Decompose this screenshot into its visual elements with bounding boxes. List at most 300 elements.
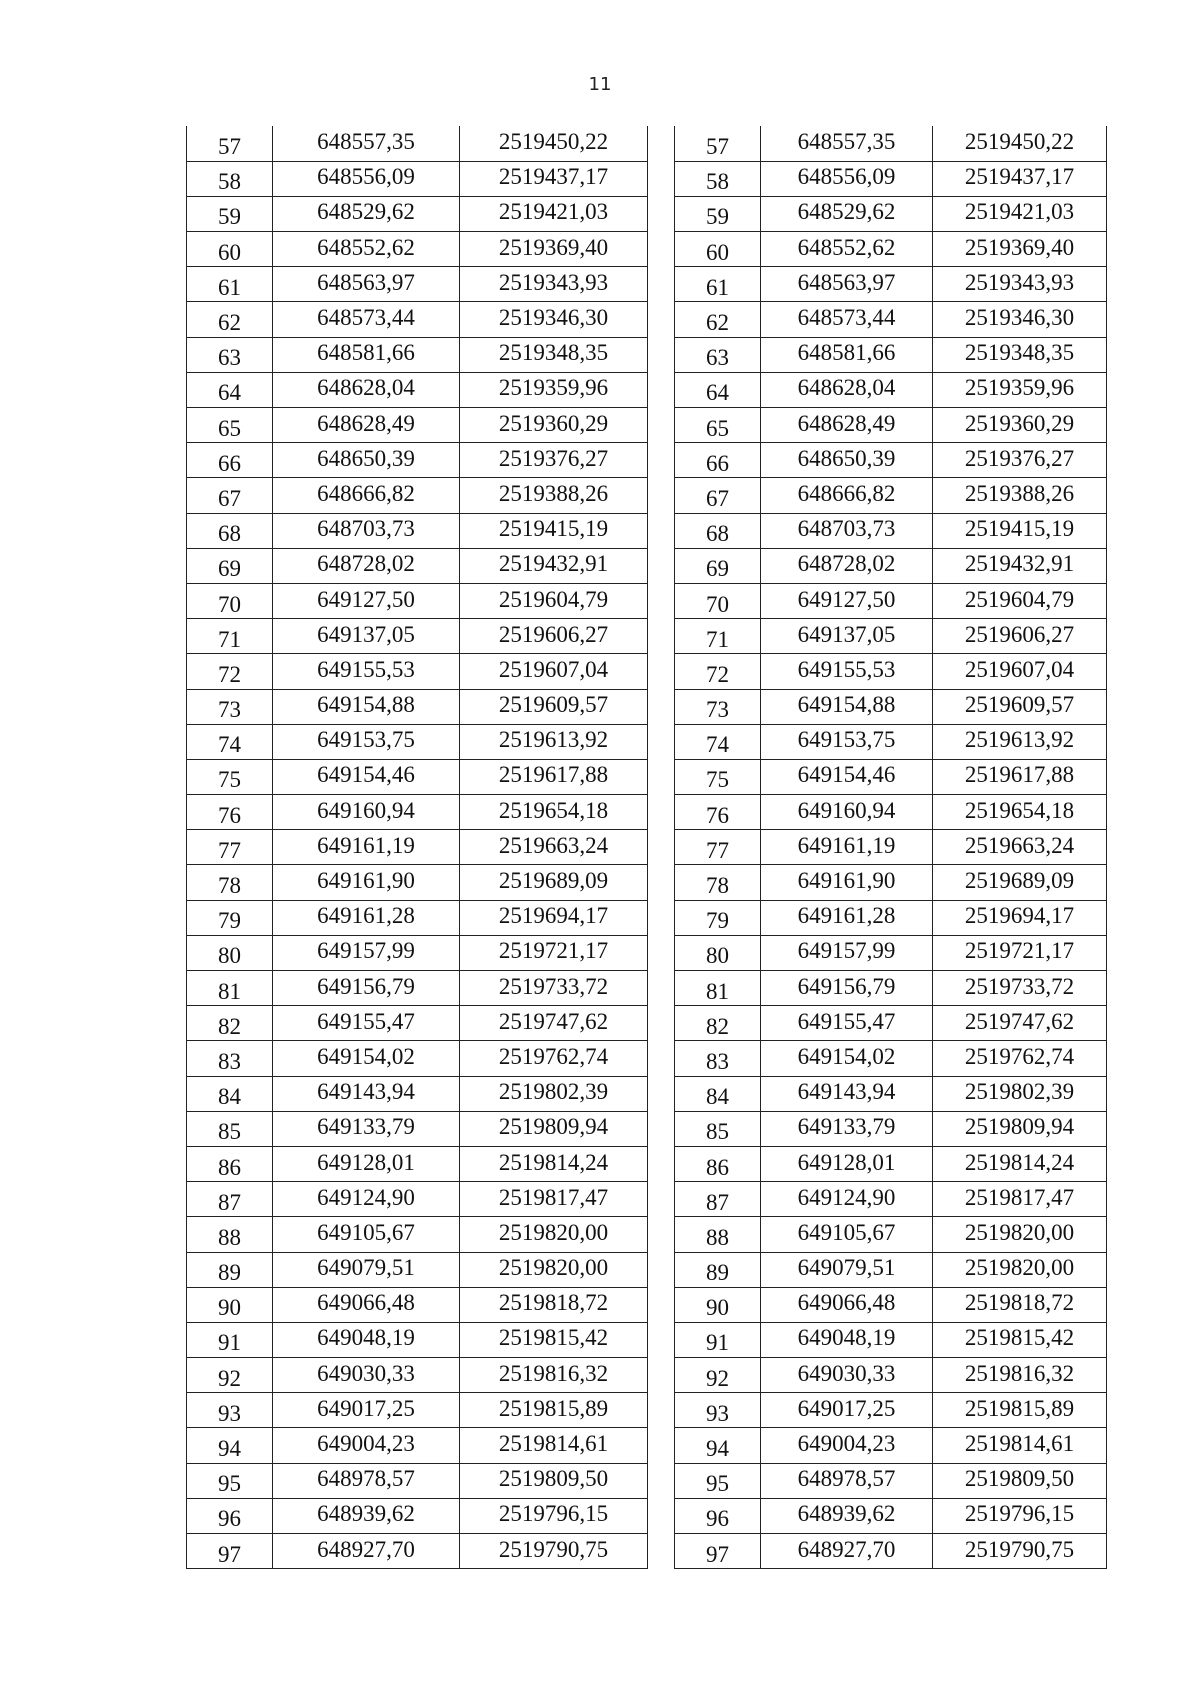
page-number: 11 (588, 74, 612, 95)
table-row (675, 161, 1107, 196)
y-coordinate-cell: 2519815,89 (933, 1393, 1107, 1428)
point-number-cell: 66 (675, 443, 761, 478)
table-row (187, 1534, 648, 1569)
x-coordinate-cell: 649154,02 (761, 1041, 933, 1076)
point-number-cell: 57 (187, 126, 273, 161)
y-coordinate-cell: 2519790,75 (460, 1534, 648, 1569)
y-coordinate-cell: 2519376,27 (460, 443, 648, 478)
point-number-cell: 85 (675, 1111, 761, 1146)
y-coordinate-cell: 2519437,17 (933, 161, 1107, 196)
x-coordinate-cell: 648529,62 (761, 196, 933, 231)
x-coordinate-cell: 648563,97 (761, 267, 933, 302)
y-coordinate-cell: 2519816,32 (460, 1358, 648, 1393)
x-coordinate-cell: 649161,19 (761, 830, 933, 865)
point-number-cell: 95 (187, 1463, 273, 1498)
x-coordinate-cell: 648628,49 (273, 408, 460, 443)
point-number-cell: 59 (187, 196, 273, 231)
point-number-cell: 97 (187, 1534, 273, 1569)
point-number-cell: 57 (675, 126, 761, 161)
table-row (187, 689, 648, 724)
table-row (675, 689, 1107, 724)
point-number-cell: 68 (675, 513, 761, 548)
point-number-cell: 65 (187, 408, 273, 443)
point-number-cell: 76 (187, 795, 273, 830)
table-row (675, 548, 1107, 583)
point-number-cell: 61 (187, 267, 273, 302)
y-coordinate-cell: 2519814,61 (460, 1428, 648, 1463)
table-row (187, 795, 648, 830)
y-coordinate-cell: 2519654,18 (460, 795, 648, 830)
y-coordinate-cell: 2519617,88 (933, 759, 1107, 794)
y-coordinate-cell: 2519814,24 (933, 1146, 1107, 1181)
x-coordinate-cell: 648628,49 (761, 408, 933, 443)
point-number-cell: 59 (675, 196, 761, 231)
coordinates-table-left (186, 126, 648, 1569)
table-row (675, 1534, 1107, 1569)
table-row (675, 900, 1107, 935)
point-number-cell: 58 (675, 161, 761, 196)
y-coordinate-cell: 2519815,89 (460, 1393, 648, 1428)
point-number-cell: 91 (187, 1322, 273, 1357)
x-coordinate-cell: 649155,47 (761, 1006, 933, 1041)
point-number-cell: 60 (187, 232, 273, 267)
x-coordinate-cell: 649004,23 (761, 1428, 933, 1463)
table-row (187, 1498, 648, 1533)
point-number-cell: 91 (675, 1322, 761, 1357)
x-coordinate-cell: 648703,73 (761, 513, 933, 548)
point-number-cell: 85 (187, 1111, 273, 1146)
x-coordinate-cell: 649133,79 (761, 1111, 933, 1146)
point-number-cell: 61 (675, 267, 761, 302)
table-row (187, 900, 648, 935)
point-number-cell: 89 (187, 1252, 273, 1287)
point-number-cell: 92 (675, 1358, 761, 1393)
table-row (187, 1146, 648, 1181)
x-coordinate-cell: 648573,44 (761, 302, 933, 337)
table-row (187, 1358, 648, 1393)
x-coordinate-cell: 649133,79 (273, 1111, 460, 1146)
point-number-cell: 82 (187, 1006, 273, 1041)
x-coordinate-cell: 648650,39 (273, 443, 460, 478)
y-coordinate-cell: 2519815,42 (933, 1322, 1107, 1357)
table-row (675, 654, 1107, 689)
point-number-cell: 81 (187, 971, 273, 1006)
table-row (187, 1393, 648, 1428)
y-coordinate-cell: 2519437,17 (460, 161, 648, 196)
x-coordinate-cell: 649048,19 (761, 1322, 933, 1357)
x-coordinate-cell: 649160,94 (273, 795, 460, 830)
table-row (675, 1393, 1107, 1428)
point-number-cell: 83 (187, 1041, 273, 1076)
y-coordinate-cell: 2519689,09 (933, 865, 1107, 900)
table-row (675, 1111, 1107, 1146)
x-coordinate-cell: 649155,47 (273, 1006, 460, 1041)
x-coordinate-cell: 648650,39 (761, 443, 933, 478)
table-row (675, 408, 1107, 443)
point-number-cell: 78 (187, 865, 273, 900)
y-coordinate-cell: 2519733,72 (460, 971, 648, 1006)
point-number-cell: 97 (675, 1534, 761, 1569)
table-row (675, 1498, 1107, 1533)
x-coordinate-cell: 648557,35 (273, 126, 460, 161)
table-row (675, 372, 1107, 407)
x-coordinate-cell: 649143,94 (761, 1076, 933, 1111)
x-coordinate-cell: 649156,79 (761, 971, 933, 1006)
y-coordinate-cell: 2519694,17 (460, 900, 648, 935)
table-row (675, 1217, 1107, 1252)
y-coordinate-cell: 2519762,74 (460, 1041, 648, 1076)
point-number-cell: 58 (187, 161, 273, 196)
point-number-cell: 76 (675, 795, 761, 830)
y-coordinate-cell: 2519360,29 (460, 408, 648, 443)
x-coordinate-cell: 649066,48 (273, 1287, 460, 1322)
point-number-cell: 81 (675, 971, 761, 1006)
x-coordinate-cell: 649153,75 (761, 724, 933, 759)
table-row (675, 971, 1107, 1006)
point-number-cell: 63 (675, 337, 761, 372)
x-coordinate-cell: 649079,51 (273, 1252, 460, 1287)
point-number-cell: 87 (187, 1182, 273, 1217)
x-coordinate-cell: 649157,99 (761, 935, 933, 970)
x-coordinate-cell: 649160,94 (761, 795, 933, 830)
point-number-cell: 95 (675, 1463, 761, 1498)
x-coordinate-cell: 649127,50 (273, 583, 460, 618)
table-row (675, 583, 1107, 618)
point-number-cell: 63 (187, 337, 273, 372)
table-row (187, 478, 648, 513)
x-coordinate-cell: 649143,94 (273, 1076, 460, 1111)
x-coordinate-cell: 649154,46 (273, 759, 460, 794)
x-coordinate-cell: 648556,09 (273, 161, 460, 196)
y-coordinate-cell: 2519820,00 (460, 1217, 648, 1252)
y-coordinate-cell: 2519663,24 (933, 830, 1107, 865)
y-coordinate-cell: 2519450,22 (933, 126, 1107, 161)
table-row (187, 548, 648, 583)
x-coordinate-cell: 648563,97 (273, 267, 460, 302)
table-row (187, 196, 648, 231)
point-number-cell: 71 (187, 619, 273, 654)
y-coordinate-cell: 2519343,93 (933, 267, 1107, 302)
x-coordinate-cell: 648666,82 (761, 478, 933, 513)
table-row (675, 1287, 1107, 1322)
point-number-cell: 72 (675, 654, 761, 689)
x-coordinate-cell: 649105,67 (273, 1217, 460, 1252)
table-row (675, 196, 1107, 231)
x-coordinate-cell: 649154,88 (761, 689, 933, 724)
y-coordinate-cell: 2519818,72 (933, 1287, 1107, 1322)
point-number-cell: 74 (675, 724, 761, 759)
y-coordinate-cell: 2519820,00 (933, 1217, 1107, 1252)
point-number-cell: 66 (187, 443, 273, 478)
point-number-cell: 71 (675, 619, 761, 654)
table-row (675, 337, 1107, 372)
point-number-cell: 69 (675, 548, 761, 583)
y-coordinate-cell: 2519369,40 (460, 232, 648, 267)
table-row (187, 513, 648, 548)
y-coordinate-cell: 2519816,32 (933, 1358, 1107, 1393)
x-coordinate-cell: 648552,62 (761, 232, 933, 267)
point-number-cell: 93 (187, 1393, 273, 1428)
point-number-cell: 64 (187, 372, 273, 407)
table-row (675, 1252, 1107, 1287)
table-row (187, 1463, 648, 1498)
point-number-cell: 84 (187, 1076, 273, 1111)
point-number-cell: 67 (675, 478, 761, 513)
x-coordinate-cell: 649154,02 (273, 1041, 460, 1076)
y-coordinate-cell: 2519388,26 (460, 478, 648, 513)
y-coordinate-cell: 2519348,35 (933, 337, 1107, 372)
point-number-cell: 62 (187, 302, 273, 337)
x-coordinate-cell: 649157,99 (273, 935, 460, 970)
point-number-cell: 88 (675, 1217, 761, 1252)
table-row (675, 126, 1107, 161)
point-number-cell: 62 (675, 302, 761, 337)
y-coordinate-cell: 2519607,04 (460, 654, 648, 689)
table-row (675, 759, 1107, 794)
point-number-cell: 78 (675, 865, 761, 900)
table-row (675, 443, 1107, 478)
y-coordinate-cell: 2519604,79 (933, 583, 1107, 618)
y-coordinate-cell: 2519415,19 (933, 513, 1107, 548)
point-number-cell: 67 (187, 478, 273, 513)
x-coordinate-cell: 649128,01 (761, 1146, 933, 1181)
point-number-cell: 79 (187, 900, 273, 935)
y-coordinate-cell: 2519814,61 (933, 1428, 1107, 1463)
point-number-cell: 75 (187, 759, 273, 794)
x-coordinate-cell: 649155,53 (761, 654, 933, 689)
y-coordinate-cell: 2519432,91 (933, 548, 1107, 583)
x-coordinate-cell: 648556,09 (761, 161, 933, 196)
table-row (187, 337, 648, 372)
x-coordinate-cell: 648666,82 (273, 478, 460, 513)
point-number-cell: 79 (675, 900, 761, 935)
x-coordinate-cell: 648628,04 (761, 372, 933, 407)
point-number-cell: 94 (187, 1428, 273, 1463)
table-row (187, 759, 648, 794)
table-row (675, 302, 1107, 337)
point-number-cell: 69 (187, 548, 273, 583)
table-row (675, 232, 1107, 267)
point-number-cell: 75 (675, 759, 761, 794)
table-row (187, 1076, 648, 1111)
table-row (187, 1182, 648, 1217)
point-number-cell: 90 (675, 1287, 761, 1322)
y-coordinate-cell: 2519814,24 (460, 1146, 648, 1181)
y-coordinate-cell: 2519609,57 (460, 689, 648, 724)
x-coordinate-cell: 648557,35 (761, 126, 933, 161)
table-row (675, 1146, 1107, 1181)
point-number-cell: 88 (187, 1217, 273, 1252)
x-coordinate-cell: 648529,62 (273, 196, 460, 231)
table-row (675, 865, 1107, 900)
point-number-cell: 94 (675, 1428, 761, 1463)
x-coordinate-cell: 649017,25 (761, 1393, 933, 1428)
y-coordinate-cell: 2519817,47 (933, 1182, 1107, 1217)
y-coordinate-cell: 2519359,96 (460, 372, 648, 407)
point-number-cell: 92 (187, 1358, 273, 1393)
x-coordinate-cell: 648581,66 (273, 337, 460, 372)
table-row (675, 830, 1107, 865)
table-row (187, 1111, 648, 1146)
x-coordinate-cell: 648573,44 (273, 302, 460, 337)
y-coordinate-cell: 2519421,03 (460, 196, 648, 231)
y-coordinate-cell: 2519809,94 (460, 1111, 648, 1146)
y-coordinate-cell: 2519820,00 (933, 1252, 1107, 1287)
y-coordinate-cell: 2519721,17 (460, 935, 648, 970)
table-row (187, 1041, 648, 1076)
y-coordinate-cell: 2519617,88 (460, 759, 648, 794)
point-number-cell: 96 (675, 1498, 761, 1533)
x-coordinate-cell: 649124,90 (273, 1182, 460, 1217)
table-row (187, 1217, 648, 1252)
table-row (675, 1182, 1107, 1217)
x-coordinate-cell: 649154,88 (273, 689, 460, 724)
x-coordinate-cell: 649124,90 (761, 1182, 933, 1217)
table-row (187, 408, 648, 443)
table-row (187, 830, 648, 865)
table-row (187, 583, 648, 618)
table-row (187, 971, 648, 1006)
x-coordinate-cell: 648703,73 (273, 513, 460, 548)
x-coordinate-cell: 649155,53 (273, 654, 460, 689)
table-row (675, 1076, 1107, 1111)
x-coordinate-cell: 649154,46 (761, 759, 933, 794)
y-coordinate-cell: 2519721,17 (933, 935, 1107, 970)
point-number-cell: 68 (187, 513, 273, 548)
point-number-cell: 77 (675, 830, 761, 865)
y-coordinate-cell: 2519820,00 (460, 1252, 648, 1287)
x-coordinate-cell: 649030,33 (273, 1358, 460, 1393)
x-coordinate-cell: 649048,19 (273, 1322, 460, 1357)
y-coordinate-cell: 2519346,30 (460, 302, 648, 337)
y-coordinate-cell: 2519360,29 (933, 408, 1107, 443)
y-coordinate-cell: 2519802,39 (460, 1076, 648, 1111)
y-coordinate-cell: 2519733,72 (933, 971, 1107, 1006)
x-coordinate-cell: 648978,57 (273, 1463, 460, 1498)
y-coordinate-cell: 2519606,27 (460, 619, 648, 654)
table-row (187, 935, 648, 970)
point-number-cell: 82 (675, 1006, 761, 1041)
point-number-cell: 72 (187, 654, 273, 689)
point-number-cell: 96 (187, 1498, 273, 1533)
x-coordinate-cell: 649017,25 (273, 1393, 460, 1428)
table-row (675, 267, 1107, 302)
table-row (187, 232, 648, 267)
y-coordinate-cell: 2519762,74 (933, 1041, 1107, 1076)
y-coordinate-cell: 2519359,96 (933, 372, 1107, 407)
y-coordinate-cell: 2519421,03 (933, 196, 1107, 231)
y-coordinate-cell: 2519818,72 (460, 1287, 648, 1322)
y-coordinate-cell: 2519606,27 (933, 619, 1107, 654)
y-coordinate-cell: 2519809,50 (933, 1463, 1107, 1498)
point-number-cell: 70 (187, 583, 273, 618)
table-row (187, 654, 648, 689)
y-coordinate-cell: 2519369,40 (933, 232, 1107, 267)
x-coordinate-cell: 648939,62 (273, 1498, 460, 1533)
x-coordinate-cell: 649137,05 (761, 619, 933, 654)
x-coordinate-cell: 649128,01 (273, 1146, 460, 1181)
x-coordinate-cell: 648927,70 (273, 1534, 460, 1569)
x-coordinate-cell: 648581,66 (761, 337, 933, 372)
y-coordinate-cell: 2519613,92 (933, 724, 1107, 759)
x-coordinate-cell: 649079,51 (761, 1252, 933, 1287)
y-coordinate-cell: 2519815,42 (460, 1322, 648, 1357)
x-coordinate-cell: 649156,79 (273, 971, 460, 1006)
y-coordinate-cell: 2519663,24 (460, 830, 648, 865)
y-coordinate-cell: 2519654,18 (933, 795, 1107, 830)
y-coordinate-cell: 2519796,15 (933, 1498, 1107, 1533)
y-coordinate-cell: 2519432,91 (460, 548, 648, 583)
point-number-cell: 77 (187, 830, 273, 865)
x-coordinate-cell: 648927,70 (761, 1534, 933, 1569)
x-coordinate-cell: 648628,04 (273, 372, 460, 407)
point-number-cell: 86 (675, 1146, 761, 1181)
y-coordinate-cell: 2519376,27 (933, 443, 1107, 478)
table-row (675, 513, 1107, 548)
y-coordinate-cell: 2519790,75 (933, 1534, 1107, 1569)
y-coordinate-cell: 2519809,94 (933, 1111, 1107, 1146)
x-coordinate-cell: 649153,75 (273, 724, 460, 759)
x-coordinate-cell: 649161,28 (761, 900, 933, 935)
table-row (675, 619, 1107, 654)
table-row (675, 1428, 1107, 1463)
x-coordinate-cell: 649066,48 (761, 1287, 933, 1322)
x-coordinate-cell: 649161,90 (273, 865, 460, 900)
table-row (187, 865, 648, 900)
table-row (675, 1006, 1107, 1041)
table-row (675, 724, 1107, 759)
y-coordinate-cell: 2519747,62 (933, 1006, 1107, 1041)
y-coordinate-cell: 2519450,22 (460, 126, 648, 161)
table-row (187, 302, 648, 337)
y-coordinate-cell: 2519343,93 (460, 267, 648, 302)
point-number-cell: 64 (675, 372, 761, 407)
table-row (187, 619, 648, 654)
point-number-cell: 86 (187, 1146, 273, 1181)
y-coordinate-cell: 2519802,39 (933, 1076, 1107, 1111)
y-coordinate-cell: 2519348,35 (460, 337, 648, 372)
x-coordinate-cell: 649161,19 (273, 830, 460, 865)
point-number-cell: 60 (675, 232, 761, 267)
y-coordinate-cell: 2519604,79 (460, 583, 648, 618)
x-coordinate-cell: 649030,33 (761, 1358, 933, 1393)
point-number-cell: 87 (675, 1182, 761, 1217)
table-row (187, 267, 648, 302)
table-row (187, 372, 648, 407)
x-coordinate-cell: 648939,62 (761, 1498, 933, 1533)
table-row (675, 795, 1107, 830)
table-row (187, 1428, 648, 1463)
y-coordinate-cell: 2519613,92 (460, 724, 648, 759)
point-number-cell: 73 (675, 689, 761, 724)
point-number-cell: 65 (675, 408, 761, 443)
point-number-cell: 83 (675, 1041, 761, 1076)
table-row (187, 724, 648, 759)
table-row (675, 1463, 1107, 1498)
table-row (187, 161, 648, 196)
table-row (187, 126, 648, 161)
table-row (675, 478, 1107, 513)
x-coordinate-cell: 648552,62 (273, 232, 460, 267)
x-coordinate-cell: 649161,90 (761, 865, 933, 900)
x-coordinate-cell: 648728,02 (273, 548, 460, 583)
x-coordinate-cell: 649004,23 (273, 1428, 460, 1463)
y-coordinate-cell: 2519609,57 (933, 689, 1107, 724)
x-coordinate-cell: 649161,28 (273, 900, 460, 935)
table-row (187, 1287, 648, 1322)
point-number-cell: 93 (675, 1393, 761, 1428)
table-row (675, 1322, 1107, 1357)
